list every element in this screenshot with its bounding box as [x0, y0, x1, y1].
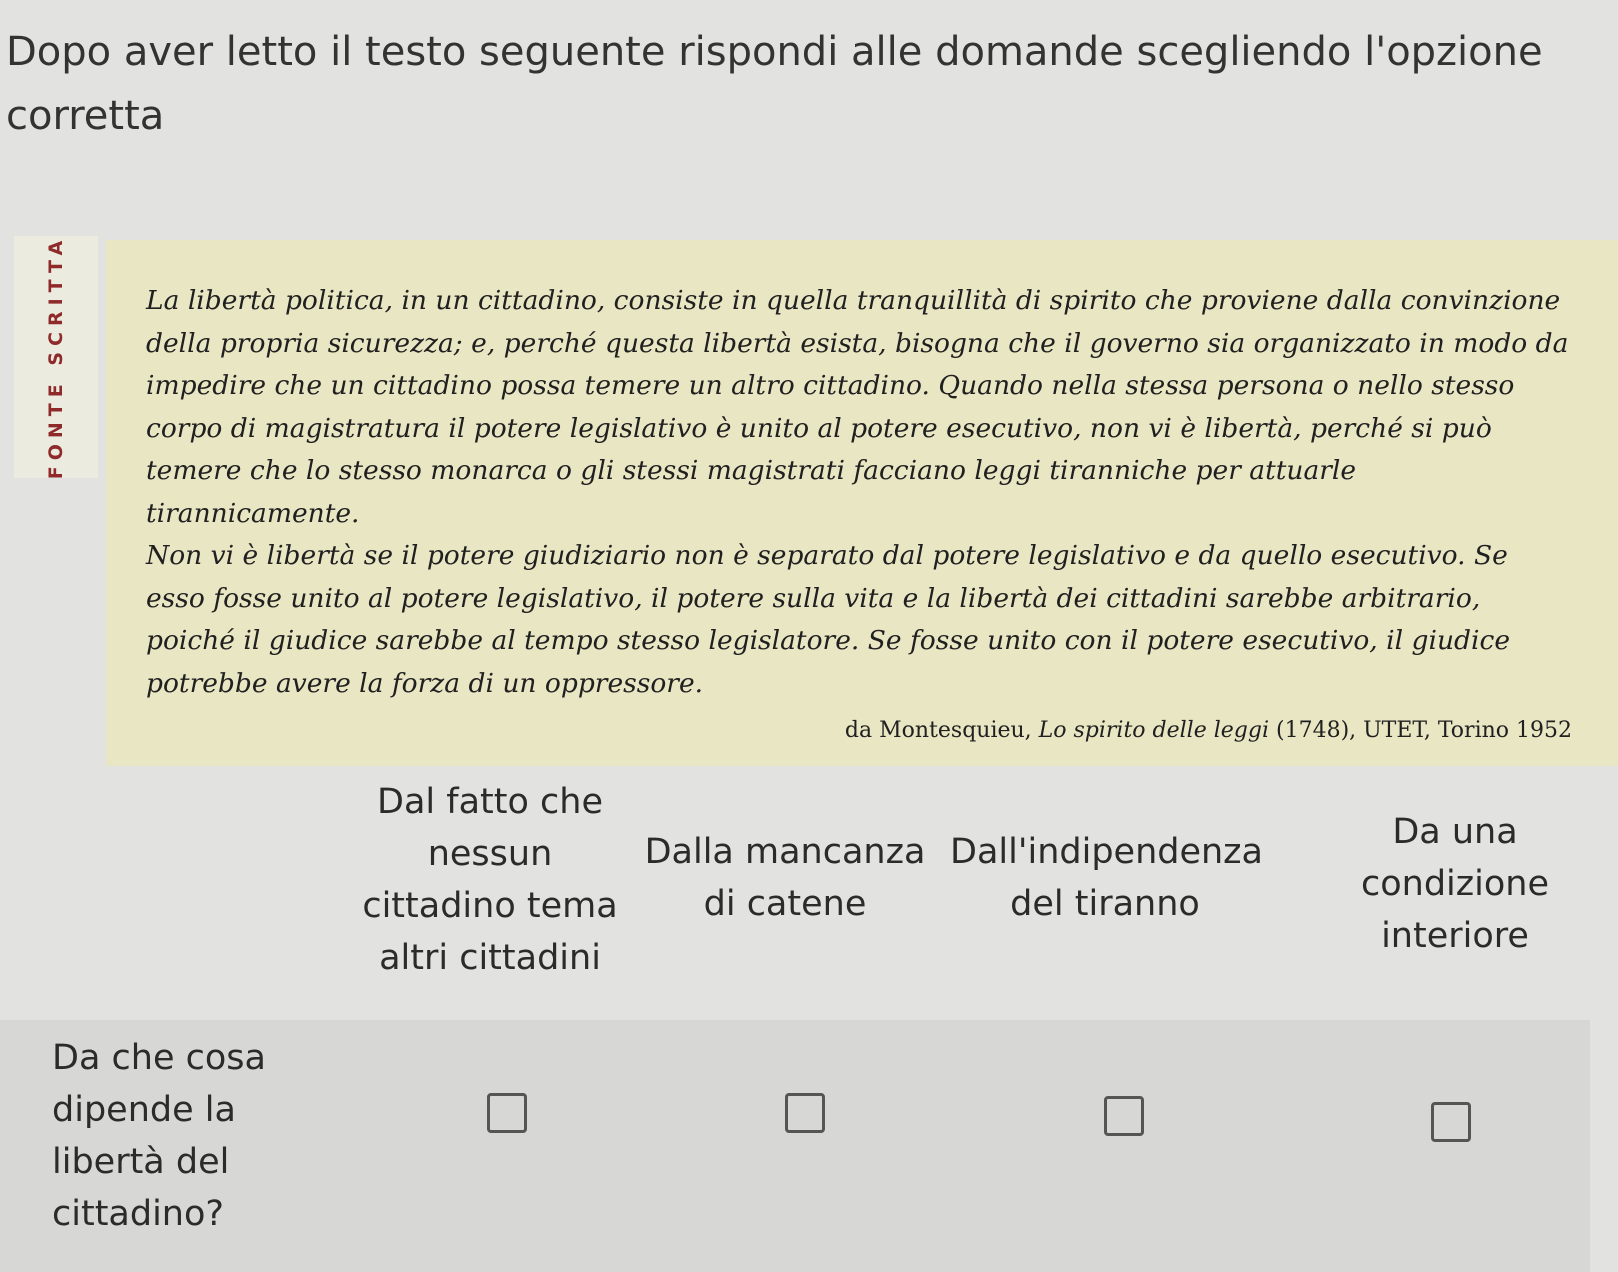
answer-checkbox-3[interactable]	[1104, 1096, 1144, 1136]
question-text: Da che cosa dipende la libertà del cittadino?	[52, 1038, 266, 1234]
source-passage	[146, 280, 1572, 705]
source-citation	[845, 718, 1572, 743]
citation-suffix: (1748), UTET, Torino 1952	[1269, 718, 1572, 743]
source-paragraph-1: La libertà politica, in un cittadino, consiste in quella tranquillità di spirito che proviene dalla convinzione della propria sicurezza; e, perché questa libertà esista, bisogna che il governo sia organizzato in modo da impedire che un cittadino possa temere un altro cittadino. Quando nella stessa persona o nello stesso corpo di magistratura il potere legislativo è unito al potere esecutivo, non vi è libertà, perché si può temere che lo stesso monarca o gli stessi magistrati facciano leggi tiranniche per attuarle tirannicamente.	[146, 285, 1569, 529]
question-row	[0, 1020, 1590, 1272]
option-header-3: Dall'indipendenza del tiranno	[950, 832, 1264, 924]
options-header-row	[0, 782, 1618, 1020]
answer-checkbox-4[interactable]	[1431, 1102, 1471, 1142]
source-label: FONTE SCRITTA	[45, 234, 67, 480]
citation-title: Lo spirito delle leggi	[1038, 718, 1269, 743]
source-paragraph-2: Non vi è libertà se il potere giudiziario non è separato dal potere legislativo e da quello esecutivo. Se esso fosse unito al potere legislativo, il potere sulla vita e la libertà dei cittadini sarebbe arbitrario, poiché il giudice sarebbe al tempo stesso legislatore. Se fosse unito con il potere esecutivo, il giudice potrebbe avere la forza di un oppressore.	[146, 540, 1510, 699]
option-header-4: Da una condizione interiore	[1360, 812, 1549, 956]
source-text-box	[106, 240, 1618, 766]
option-header-1: Dal fatto che nessun cittadino tema altri cittadini	[362, 782, 618, 978]
option-header-2: Dalla mancanza di catene	[644, 832, 926, 924]
answer-checkbox-2[interactable]	[785, 1093, 825, 1133]
citation-prefix: da Montesquieu,	[844, 718, 1039, 743]
answer-checkbox-1[interactable]	[487, 1093, 527, 1133]
instructions-heading: Dopo aver letto il testo seguente rispondi alle domande scegliendo l'opzione corretta	[6, 29, 1543, 139]
